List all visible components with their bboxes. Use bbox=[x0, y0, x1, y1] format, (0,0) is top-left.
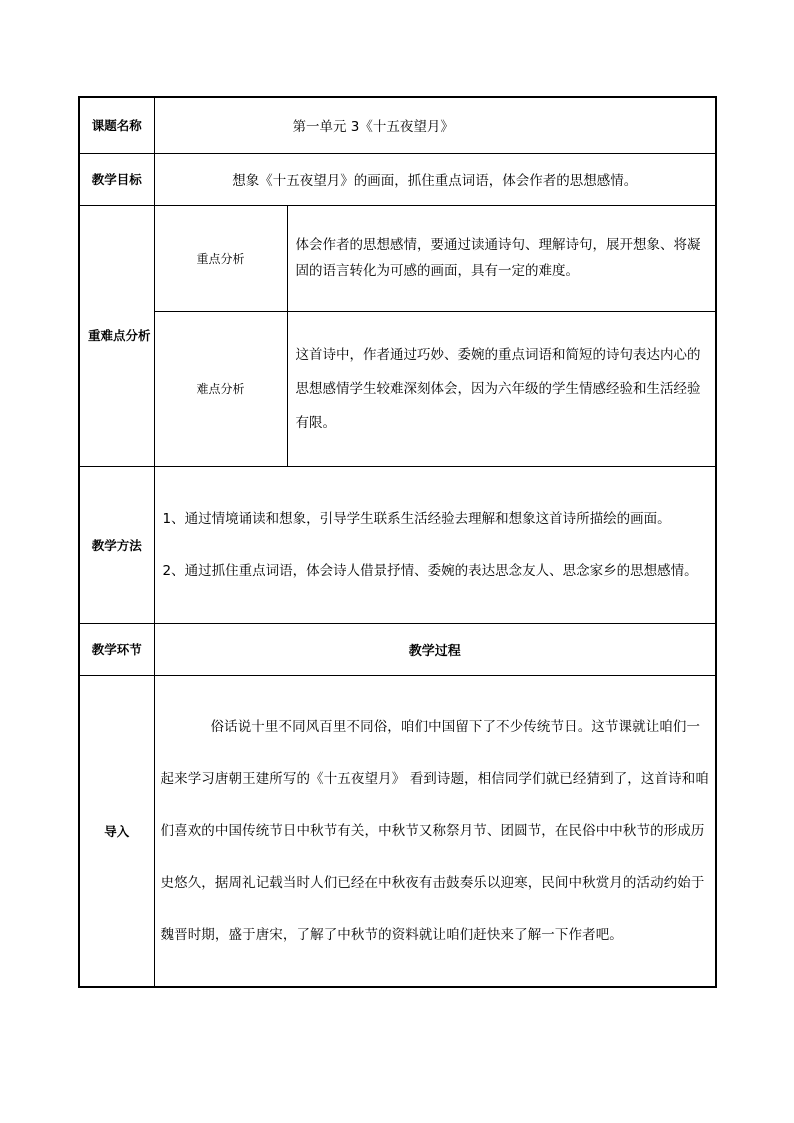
focus-label: 重点分析 bbox=[154, 205, 287, 311]
method-row bbox=[79, 466, 716, 623]
intro-row bbox=[79, 675, 716, 987]
method-item-2: 2、通过抓住重点词语，体会诗人借景抒情、委婉的表达思念友人、思念家乡的思想感情。 bbox=[162, 562, 698, 579]
intro-text: 俗话说十里不同风百里不同俗，咱们中国留下了不少传统节日。这节课就让咱们一起来学习唐朝王建所写的《十五夜望月》 看到诗题，相信同学们就已经猜到了，这首诗和咱们喜欢的中国传统节日中秋节有关，中秋节又称祭月节、团圆节，在民俗中中秋节的形成历史悠久，据周礼记载当时人们已经在中秋夜有击鼓奏乐以迎寒，民间中秋赏月的活动约始于魏晋时期，盛于唐宋，了解了中秋节的资料就让咱们赶快来了解一下作者吧。 bbox=[154, 675, 716, 987]
intro-label: 导入 bbox=[79, 675, 154, 987]
focus-row bbox=[79, 205, 716, 311]
difficulty-text: 这首诗中，作者通过巧妙、委婉的重点词语和简短的诗句表达内心的思想感情学生较难深刻体会，因为六年级的学生情感经验和生活经验有限。 bbox=[287, 311, 716, 466]
method-label: 教学方法 bbox=[79, 466, 154, 623]
process-header: 教学过程 bbox=[154, 623, 716, 675]
method-item-1: 1、通过情境诵读和想象，引导学生联系生活经验去理解和想象这首诗所描绘的画面。 bbox=[162, 510, 671, 527]
goal-value: 想象《十五夜望月》的画面，抓住重点词语，体会作者的思想感情。 bbox=[154, 153, 716, 205]
difficulty-label: 难点分析 bbox=[154, 311, 287, 466]
method-cell bbox=[154, 466, 716, 623]
lesson-plan-table bbox=[78, 96, 717, 988]
goal-row bbox=[79, 153, 716, 205]
focus-text: 体会作者的思想感情，要通过读通诗句、理解诗句，展开想象、将凝固的语言转化为可感的画面，具有一定的难度。 bbox=[287, 205, 716, 311]
key-analysis-label: 重难点分析 bbox=[79, 205, 154, 466]
process-label: 教学环节 bbox=[79, 623, 154, 675]
process-header-row bbox=[79, 623, 716, 675]
topic-label: 课题名称 bbox=[79, 97, 154, 153]
goal-label: 教学目标 bbox=[79, 153, 154, 205]
topic-row bbox=[79, 97, 716, 153]
topic-value: 第一单元 3《十五夜望月》 bbox=[154, 97, 716, 153]
difficulty-row bbox=[79, 311, 716, 466]
